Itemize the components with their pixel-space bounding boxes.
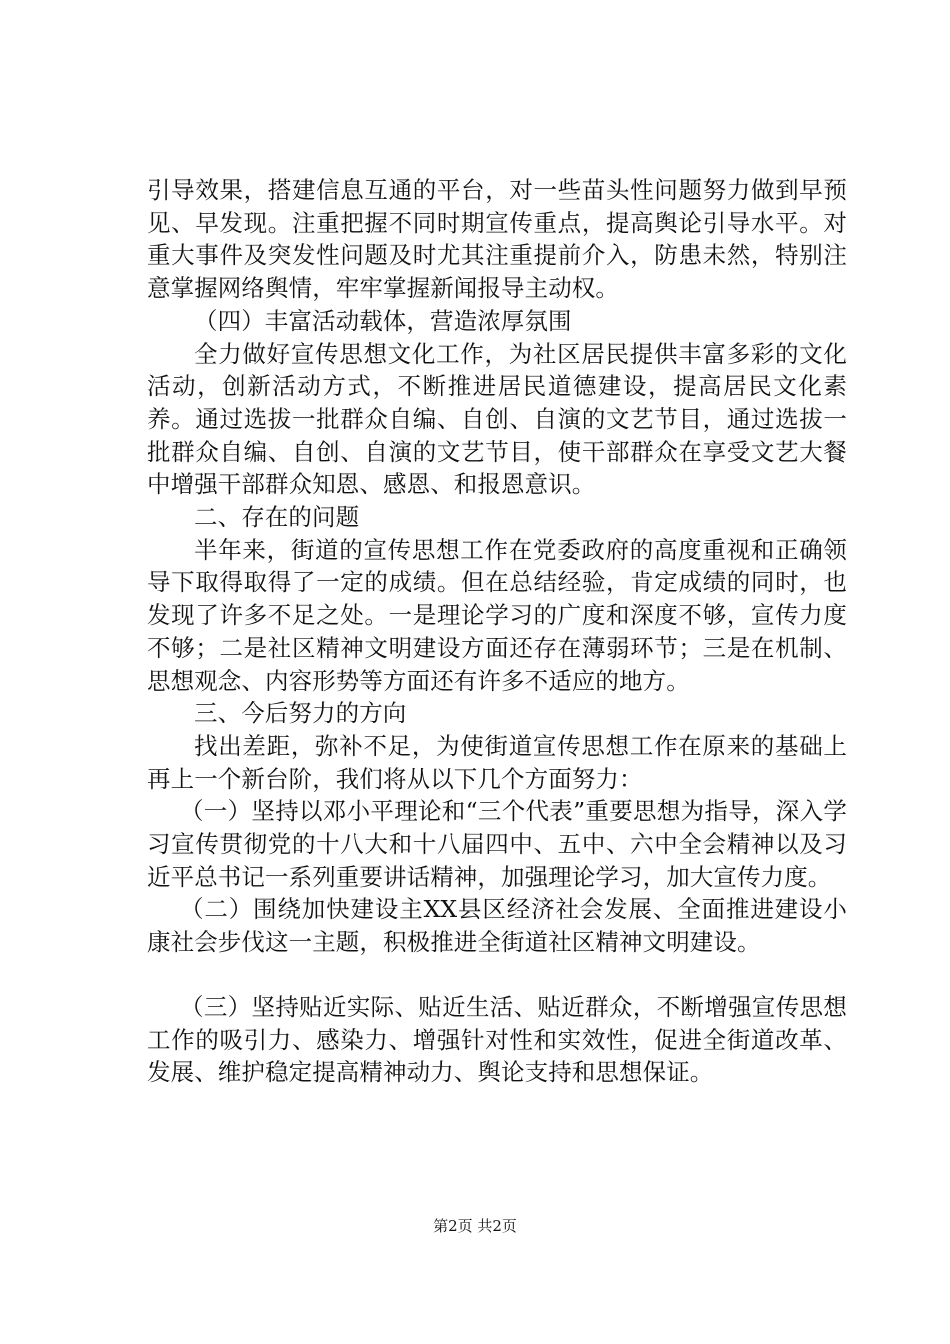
- document-body: [147, 174, 847, 1089]
- paragraph-continuation: 引导效果，搭建信息互通的平台，对一些苗头性问题努力做到早预见、早发现。注重把握不同时期宣传重点，提高舆论引导水平。对重大事件及突发性问题及时尤其注重提前介入，防患未然，特别注意掌握网络舆情，牢牢掌握新闻报导主动权。: [147, 176, 847, 303]
- section-heading-enrich-activities: （四）丰富活动载体，营造浓厚氛围: [194, 306, 572, 335]
- paragraph-cultural-work: 全力做好宣传思想文化工作，为社区居民提供丰富多彩的文化活动，创新活动方式，不断推进居民道德建设，提高居民文化素养。通过选拔一批群众自编、自创、自演的文艺节目，通过选拔一批群众自编、自创、自演的文艺节目，使干部群众在享受文艺大餐中增强干部群众知恩、感恩、和报恩意识。: [147, 339, 847, 499]
- page-footer: 第2页 共2页: [433, 1217, 517, 1235]
- paragraph-future-intro: 找出差距，弥补不足，为使街道宣传思想工作在原来的基础上再上一个新台阶，我们将从以下几个方面努力：: [147, 731, 847, 793]
- paragraph-point-three: （三）坚持贴近实际、贴近生活、贴近群众，不断增强宣传思想工作的吸引力、感染力、增强针对性和实效性，促进全街道改革、发展、维护稳定提高精神动力、舆论支持和思想保证。: [147, 992, 847, 1087]
- paragraph-point-two: （二）围绕加快建设主XX县区经济社会发展、全面推进建设小康社会步伐这一主题，积极推进全街道社区精神文明建设。: [147, 895, 847, 957]
- section-heading-problems: 二、存在的问题: [194, 503, 360, 532]
- section-heading-future-direction: 三、今后努力的方向: [194, 699, 407, 728]
- paragraph-problems: 半年来，街道的宣传思想工作在党委政府的高度重视和正确领导下取得取得了一定的成绩。但在总结经验，肯定成绩的同时，也发现了许多不足之处。一是理论学习的广度和深度不够，宣传力度不够；二是社区精神文明建设方面还存在薄弱环节；三是在机制、思想观念、内容形势等方面还有许多不适应的地方。: [147, 535, 847, 695]
- paragraph-point-one: （一）坚持以邓小平理论和“三个代表”重要思想为指导，深入学习宣传贯彻党的十八大和十八届四中、五中、六中全会精神以及习近平总书记一系列重要讲话精神，加强理论学习，加大宣传力度。: [147, 797, 847, 891]
